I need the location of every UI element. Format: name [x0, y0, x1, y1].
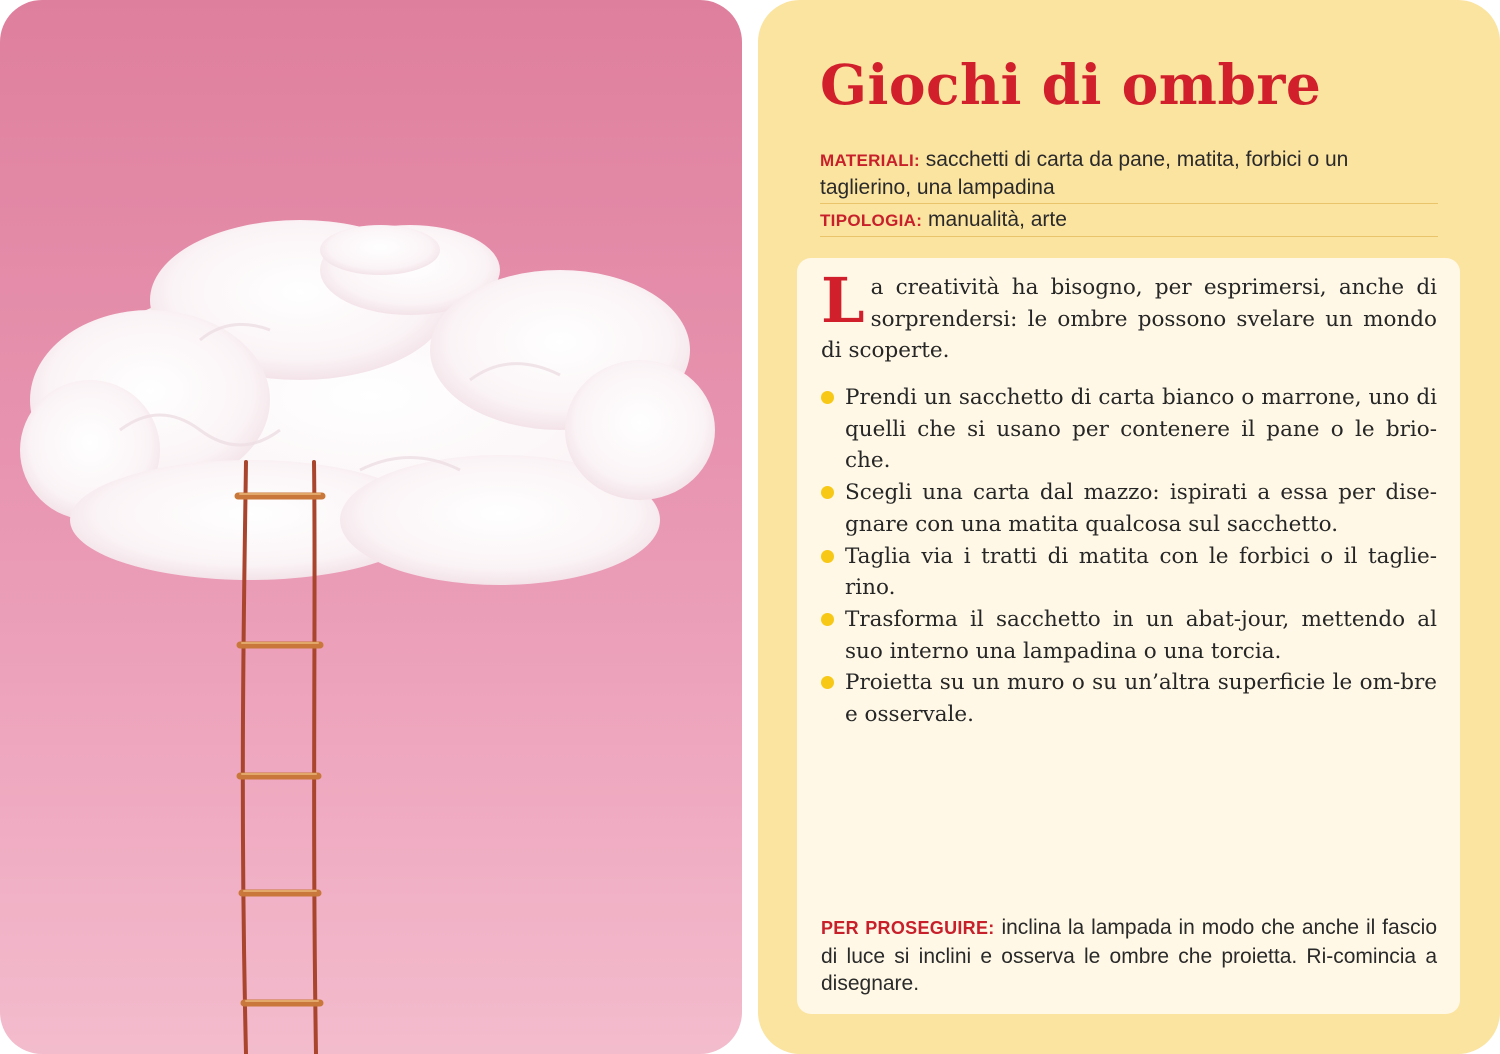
bullet-dot-icon: [821, 676, 834, 689]
step-text: Trasforma il sacchetto in un abat-jour, mettendo al suo interno una lampadina o una torcia.: [845, 606, 1437, 664]
continue-label: PER PROSEGUIRE:: [821, 918, 995, 938]
materials-line: [820, 146, 1438, 201]
intro-text: a creatività ha bisogno, per esprimersi, anche di sorprendersi: le ombre possono svelare un mondo di scoperte.: [821, 275, 1437, 364]
intro-paragraph: [821, 264, 1437, 367]
step-text: Taglia via i tratti di matita con le forbici o il taglie-rino.: [845, 543, 1437, 601]
list-item: [821, 541, 1437, 604]
instructions-panel: [797, 258, 1460, 1014]
photo-cloud-ladder: [0, 0, 742, 1054]
type-line: [820, 206, 1438, 234]
bullet-dot-icon: [821, 391, 834, 404]
steps-list: [821, 382, 1437, 731]
list-item: [821, 477, 1437, 540]
list-item: [821, 604, 1437, 667]
continue-paragraph: [821, 914, 1437, 998]
divider: [820, 236, 1438, 237]
type-text: manualità, arte: [928, 208, 1067, 231]
type-label: TIPOLOGIA:: [820, 211, 923, 230]
divider: [820, 203, 1438, 204]
step-text: Scegli una carta dal mazzo: ispirati a essa per dise-gnare con una matita qualcosa sul sacchetto.: [845, 480, 1437, 537]
cotton-cloud: [20, 220, 715, 585]
activity-card: [758, 0, 1500, 1054]
materials-text: sacchetti di carta da pane, matita, forbici o un taglierino, una lampadina: [820, 148, 1349, 199]
step-text: Prendi un sacchetto di carta bianco o marrone, uno di quelli che si usano per contenere il pane o le brio-che.: [845, 385, 1437, 474]
card-title: Giochi di ombre: [820, 52, 1322, 117]
bullet-dot-icon: [821, 486, 834, 499]
continue-text: inclina la lampada in modo che anche il fascio di luce si inclini e osserva le ombre che proietta. Ri-comincia a disegnare.: [821, 916, 1438, 995]
list-item: [821, 667, 1437, 730]
list-item: [821, 382, 1437, 477]
materials-label: MATERIALI:: [820, 151, 920, 170]
step-text: Proietta su un muro o su un’altra superficie le om-bre e osservale.: [845, 670, 1437, 728]
bullet-dot-icon: [821, 550, 834, 563]
drop-cap: L: [821, 264, 865, 337]
bullet-dot-icon: [821, 613, 834, 626]
cloud-ladder-illustration: [0, 0, 742, 1054]
